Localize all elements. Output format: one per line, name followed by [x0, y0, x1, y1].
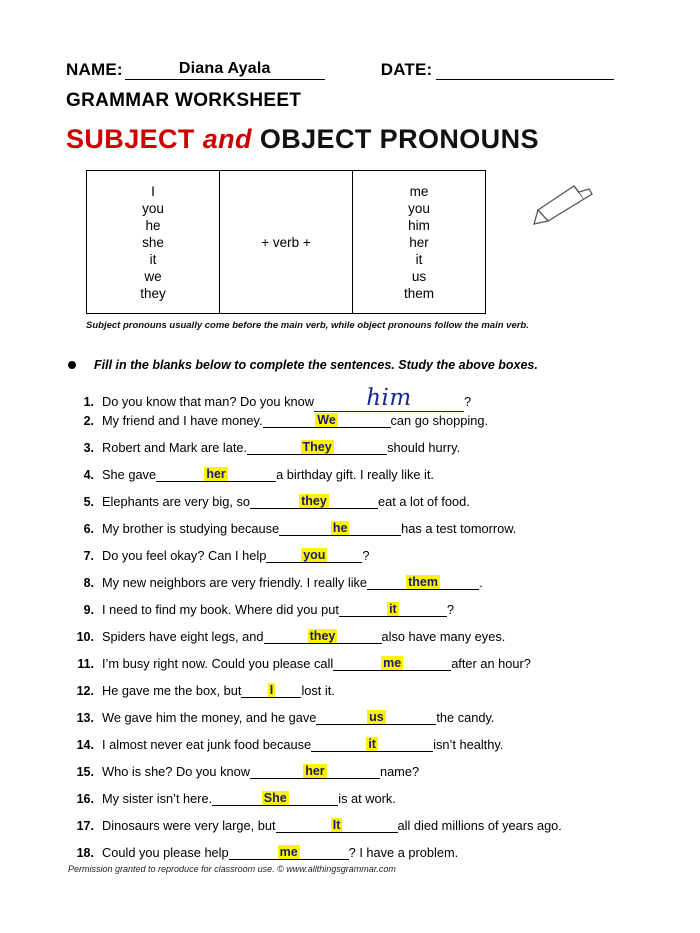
subject-pronoun-item: it [149, 251, 157, 267]
question-number: 4. [83, 468, 94, 482]
answer-text: us [369, 710, 384, 724]
title-and-word: and [202, 124, 252, 154]
question-row [68, 548, 646, 575]
question-prompt: Do you know that man? Do you know [102, 394, 314, 409]
pencil-icon [528, 180, 598, 226]
object-pronoun-item: him [408, 217, 430, 233]
question-suffix: can go shopping. [390, 413, 489, 428]
question-number: 5. [83, 495, 94, 509]
answer-blank[interactable] [264, 628, 382, 644]
question-row [68, 710, 646, 737]
question-number: 13. [76, 711, 94, 725]
subject-pronoun-item: I [151, 183, 155, 199]
question-suffix: is at work. [338, 791, 396, 806]
question-row [68, 818, 646, 845]
object-pronoun-box [353, 171, 485, 313]
answer-text: She [263, 791, 287, 805]
question-row [68, 629, 646, 656]
question-suffix: after an hour? [451, 656, 531, 671]
answer-text: it [389, 602, 397, 616]
answer-text: We [317, 413, 336, 427]
question-row [68, 656, 646, 683]
worksheet-subtitle: GRAMMAR WORKSHEET [66, 90, 302, 111]
question-number: 1. [83, 395, 94, 409]
object-pronoun-item: her [409, 234, 429, 250]
subject-pronoun-item: they [140, 285, 166, 301]
answer-text: him [366, 385, 412, 411]
question-suffix: . [479, 575, 483, 590]
bullet-icon [68, 361, 76, 369]
subject-pronoun-item: he [145, 217, 161, 233]
question-number: 9. [83, 603, 94, 617]
question-suffix: ? [446, 602, 455, 617]
date-field[interactable] [436, 64, 614, 80]
answer-blank[interactable] [316, 709, 436, 725]
question-suffix: the candy. [436, 710, 495, 725]
question-prompt: My new neighbors are very friendly. I really like [102, 575, 368, 590]
instruction-line [68, 358, 638, 372]
question-number: 2. [83, 414, 94, 428]
question-suffix: has a test tomorrow. [401, 521, 517, 536]
answer-blank[interactable] [247, 439, 387, 455]
answer-blank[interactable] [212, 790, 338, 806]
question-prompt: We gave him the money, and he gave [102, 710, 317, 725]
question-prompt: Spiders have eight legs, and [102, 629, 264, 644]
question-suffix: also have many eyes. [381, 629, 506, 644]
question-row [68, 386, 646, 413]
answer-blank[interactable] [229, 844, 349, 860]
question-prompt: Could you please help [102, 845, 229, 860]
question-row [68, 683, 646, 710]
answer-text: me [383, 656, 402, 670]
answer-text: they [309, 629, 336, 643]
pronoun-boxes [86, 170, 486, 314]
subject-pronoun-item: we [144, 268, 162, 284]
question-prompt: I’m busy right now. Could you please call [102, 656, 334, 671]
question-prompt: My brother is studying because [102, 521, 280, 536]
question-prompt: She gave [102, 467, 157, 482]
question-number: 3. [83, 441, 94, 455]
question-prompt: Robert and Mark are late. [102, 440, 248, 455]
question-number: 17. [76, 819, 94, 833]
question-row [68, 737, 646, 764]
answer-blank[interactable] [333, 655, 451, 671]
question-prompt: Dinosaurs were very large, but [102, 818, 276, 833]
question-prompt: My sister isn’t here. [102, 791, 213, 806]
answer-text: he [332, 521, 348, 535]
question-row [68, 575, 646, 602]
question-prompt: He gave me the box, but [102, 683, 242, 698]
question-prompt: Elephants are very big, so [102, 494, 250, 509]
answer-text: them [408, 575, 438, 589]
object-pronoun-item: them [403, 285, 434, 301]
answer-blank[interactable] [250, 763, 380, 779]
question-row [68, 440, 646, 467]
question-suffix: ? [362, 548, 370, 563]
answer-text: They [302, 440, 332, 454]
answer-text: they [301, 494, 327, 508]
page-title [66, 124, 539, 155]
question-row [68, 521, 646, 548]
question-row [68, 602, 646, 629]
object-pronoun-item: it [415, 251, 423, 267]
worksheet-header [66, 60, 646, 80]
object-pronoun-item: you [408, 200, 430, 216]
question-row [68, 764, 646, 791]
subject-pronoun-item: you [142, 200, 164, 216]
question-number: 10. [76, 630, 94, 644]
title-subject-word: SUBJECT [66, 124, 195, 154]
question-number: 8. [83, 576, 94, 590]
question-number: 15. [76, 765, 94, 779]
title-object-words: OBJECT PRONOUNS [259, 124, 539, 154]
answer-blank[interactable] [263, 412, 391, 428]
object-pronoun-item: me [409, 183, 429, 199]
answer-text: it [368, 737, 376, 751]
question-suffix: isn’t healthy. [433, 737, 504, 752]
answer-blank[interactable] [156, 466, 276, 482]
question-row [68, 791, 646, 818]
question-number: 12. [76, 684, 94, 698]
question-suffix: ? [463, 394, 472, 409]
question-row [68, 467, 646, 494]
boxes-caption: Subject pronouns usually come before the main verb, while object pronouns follow the main verb. [86, 320, 529, 331]
answer-text: her [305, 764, 325, 778]
name-field[interactable]: Diana Ayala [125, 60, 325, 80]
question-suffix: lost it. [301, 683, 335, 698]
question-prompt: I almost never eat junk food because [102, 737, 312, 752]
answer-text: me [279, 845, 298, 859]
footer-credit: Permission granted to reproduce for classroom use. © www.allthingsgrammar.com [68, 864, 396, 874]
date-label: DATE: [380, 60, 433, 79]
question-row [68, 413, 646, 440]
question-prompt: Do you feel okay? Can I help [102, 548, 267, 563]
answer-blank[interactable] [339, 601, 447, 617]
answer-blank[interactable] [250, 493, 378, 509]
answer-blank[interactable] [266, 547, 362, 563]
answer-blank[interactable] [279, 520, 401, 536]
question-suffix: name? [379, 764, 420, 779]
subject-pronoun-box [87, 171, 219, 313]
instruction-text: Fill in the blanks below to complete the sentences. Study the above boxes. [94, 358, 538, 372]
question-suffix: all died millions of years ago. [397, 818, 562, 833]
subject-pronoun-item: she [142, 234, 164, 250]
answer-text: her [206, 467, 226, 481]
question-list [68, 386, 646, 872]
question-number: 6. [83, 522, 94, 536]
object-pronoun-item: us [411, 268, 427, 284]
answer-blank[interactable] [314, 385, 464, 412]
question-suffix: eat a lot of food. [377, 494, 470, 509]
question-number: 7. [83, 549, 94, 563]
answer-blank[interactable] [276, 817, 398, 833]
answer-blank[interactable] [241, 682, 301, 698]
question-prompt: I need to find my book. Where did you put [102, 602, 339, 617]
question-row [68, 494, 646, 521]
question-number: 11. [77, 657, 94, 671]
question-prompt: My friend and I have money. [102, 413, 263, 428]
question-number: 14. [76, 738, 94, 752]
name-label: NAME: [66, 60, 123, 79]
question-number: 18. [76, 846, 94, 860]
question-suffix: a birthday gift. I really like it. [276, 467, 434, 482]
question-number: 16. [76, 792, 94, 806]
question-suffix: ? I have a problem. [348, 845, 459, 860]
question-prompt: Who is she? Do you know [102, 764, 250, 779]
question-suffix: should hurry. [387, 440, 461, 455]
answer-text: I [269, 683, 274, 697]
answer-text: you [303, 548, 326, 562]
answer-blank[interactable] [367, 574, 479, 590]
answer-blank[interactable] [311, 736, 433, 752]
answer-text: It [332, 818, 341, 832]
verb-slot-label: + verb + [261, 234, 311, 250]
verb-slot-box [219, 171, 353, 313]
